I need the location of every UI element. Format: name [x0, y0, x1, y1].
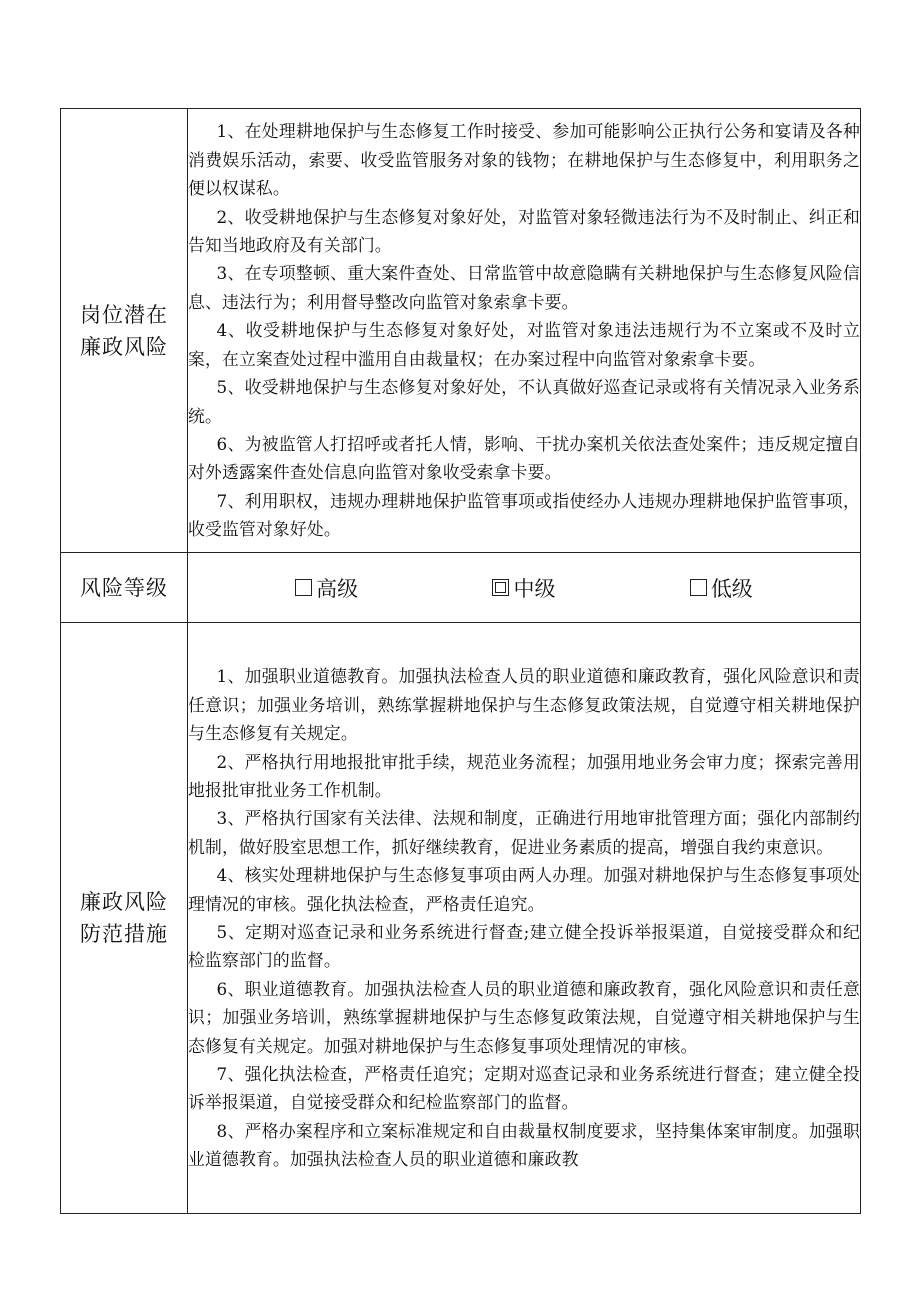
risk-item: 1、在处理耕地保护与生态修复工作时接受、参加可能影响公正执行公务和宴请及各种消费娱乐活动，索要、收受监管服务对象的钱物；在耕地保护与生态修复中，利用职务之便以权谋私。 — [188, 121, 860, 199]
measures-label: 廉政风险防范措施 — [80, 890, 168, 946]
risk-level-label: 风险等级 — [80, 575, 168, 600]
risk-item: 6、为被监管人打招呼或者托人情，影响、干扰办案机关依法查处案件；违反规定擅自对外透露案件查处信息向监管对象收受索拿卡要。 — [188, 433, 860, 483]
measure-item: 3、严格执行国家有关法律、法规和制度，正确进行用地审批管理方面；强化内部制约机制，做好股室思想工作，抓好继续教育，促进业务素质的提高，增强自我约束意识。 — [188, 808, 860, 857]
measure-item: 5、定期对巡查记录和业务系统进行督查;建立健全投诉举报渠道，自觉接受群众和纪检监察部门的监督。 — [188, 922, 860, 971]
measure-item: 7、强化执法检查，严格责任追究；定期对巡查记录和业务系统进行督查；建立健全投诉举报渠道，自觉接受群众和纪检监察部门的监督。 — [188, 1064, 860, 1113]
risk-level-option-high[interactable] — [295, 573, 358, 603]
measure-item: 1、加强职业道德教育。加强执法检查人员的职业道德和廉政教育，强化风险意识和责任意识；加强业务培训，熟练掌握耕地保护与生态修复政策法规，自觉遵守相关耕地保护与生态修复有关规定。 — [188, 666, 860, 744]
measure-item: 4、核实处理耕地保护与生态修复事项由两人办理。加强对耕地保护与生态修复事项处理情况的审核。强化执法检查，严格责任追究。 — [188, 865, 860, 914]
checkbox-icon[interactable] — [690, 579, 707, 596]
risk-level-option-label: 低级 — [710, 576, 753, 601]
risk-level-options — [188, 573, 860, 603]
risk-label-cell — [61, 109, 188, 553]
risk-level-option-medium[interactable] — [492, 573, 555, 603]
checked-checkbox-icon[interactable] — [492, 579, 509, 596]
checkbox-icon[interactable] — [295, 579, 312, 596]
measures-row — [61, 623, 861, 1214]
risk-level-option-label: 高级 — [316, 576, 359, 601]
risk-level-row — [61, 553, 861, 623]
risk-item: 5、收受耕地保护与生态修复对象好处，不认真做好巡查记录或将有关情况录入业务系统。 — [188, 377, 860, 426]
risk-level-options-cell — [188, 553, 861, 623]
risk-level-label-cell — [61, 553, 188, 623]
risk-row-potential — [61, 109, 861, 553]
risk-item: 7、利用职权，违规办理耕地保护监管事项或指使经办人违规办理耕地保护监管事项，收受监管对象好处。 — [188, 490, 860, 540]
measure-item: 8、严格办案程序和立案标准规定和自由裁量权制度要求，坚持集体案审制度。加强职业道德教育。加强执法检查人员的职业道德和廉政教 — [188, 1120, 860, 1170]
risk-item: 2、收受耕地保护与生态修复对象好处，对监管对象轻微违法行为不及时制止、纠正和告知当地政府及有关部门。 — [188, 206, 860, 256]
measure-item: 2、严格执行用地报批审批手续，规范业务流程；加强用地业务会审力度；探索完善用地报批审批业务工作机制。 — [188, 751, 860, 800]
measure-item: 6、职业道德教育。加强执法检查人员的职业道德和廉政教育，强化风险意识和责任意识；加强业务培训，熟练掌握耕地保护与生态修复政策法规，自觉遵守相关耕地保护与生态修复有关规定。加强对耕地保护与生态修复事项处理情况的审核。 — [188, 978, 860, 1056]
measures-content-cell — [188, 623, 861, 1214]
risk-level-option-label: 中级 — [513, 576, 556, 601]
risk-content-cell — [188, 109, 861, 553]
risk-level-option-low[interactable] — [690, 573, 753, 603]
risk-table — [60, 108, 861, 1214]
risk-label: 岗位潜在廉政风险 — [80, 302, 168, 359]
measures-label-cell — [61, 623, 188, 1214]
risk-item: 4、收受耕地保护与生态修复对象好处，对监管对象违法违规行为不立案或不及时立案，在立案查处过程中滥用自由裁量权；在办案过程中向监管对象索拿卡要。 — [188, 320, 860, 369]
risk-item: 3、在专项整顿、重大案件查处、日常监管中故意隐瞒有关耕地保护与生态修复风险信息、违法行为；利用督导整改向监管对象索拿卡要。 — [188, 263, 860, 312]
